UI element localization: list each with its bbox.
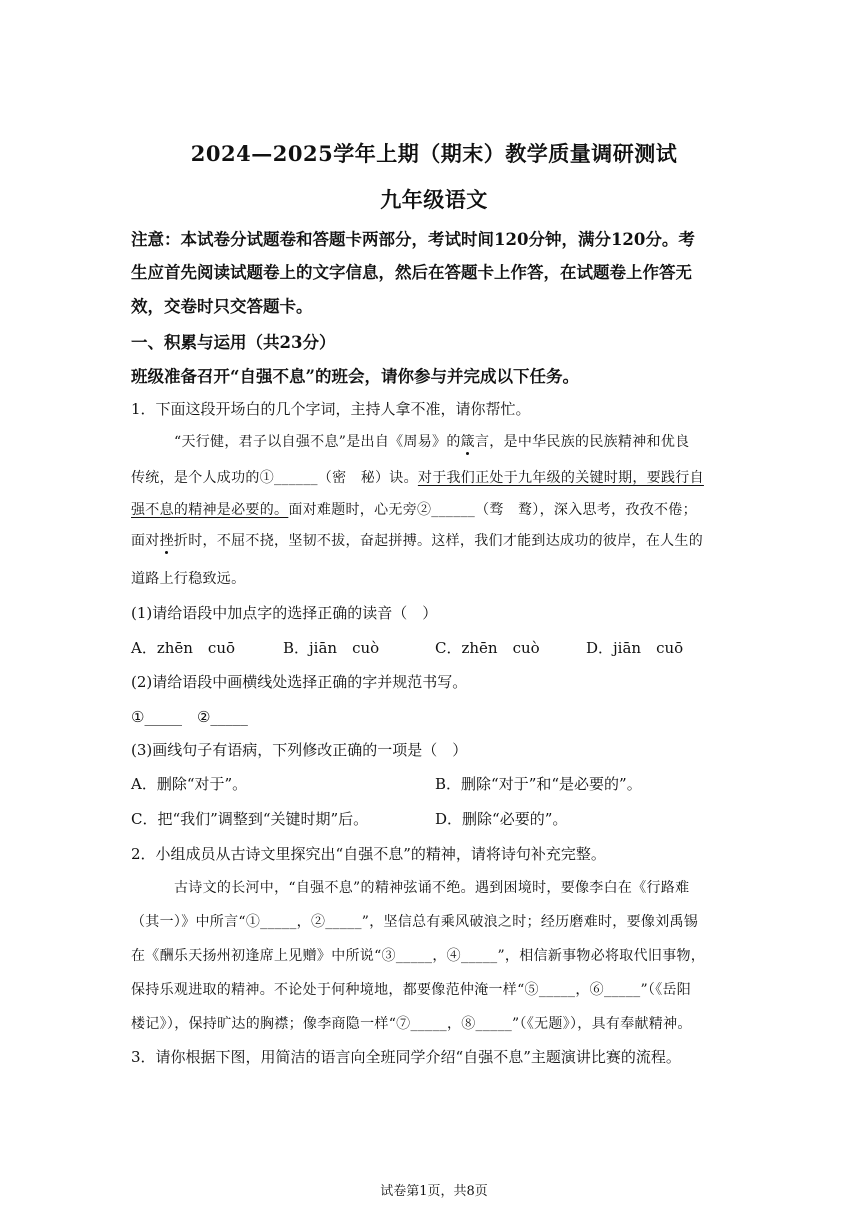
underlined-sentence-part-1: 对于我们正处于九年级的关键时期，要践行自: [417, 470, 704, 486]
passage-1-line-4: 面对挫折时，不屈不挠，坚韧不拔，奋起拼搏。这样，我们才能到达成功的彼岸，在人生的: [131, 533, 704, 549]
option-1c: C．zhēn cuò: [435, 639, 540, 657]
question-1-stem: 1．下面这段开场白的几个字词，主持人拿不准，请你帮忙。: [131, 400, 531, 418]
exam-title: 2024—2025学年上期（期末）教学质量调研测试: [190, 141, 678, 166]
passage-1-line-3: 强不息的精神是必要的。面对难题时，心无旁②______（骛 鹜），深入思考，孜孜不倦；: [131, 502, 697, 518]
option-3d: D．删除“必要的”。: [435, 810, 568, 828]
answer-blanks: ①_____ ②_____: [131, 708, 248, 726]
dotted-char-1: 箴: [460, 434, 475, 450]
sub-question-1: (1)请给语段中加点字的选择正确的读音（ ）: [131, 604, 438, 622]
page-footer: 试卷第1页，共8页: [380, 1184, 488, 1199]
notice-line-2: 生应首先阅读试题卷上的文字信息，然后在答题卡上作答，在试题卷上作答无: [131, 263, 692, 282]
question-3-stem: 3．请你根据下图，用简洁的语言向全班同学介绍“自强不息”主题演讲比赛的流程。: [131, 1048, 681, 1066]
passage-2-line-4: 保持乐观进取的精神。不论处于何种境地，都要像范仲淹一样“⑤_____，⑥_____”（《岳阳: [131, 982, 692, 998]
passage-1-line-1: “天行健，君子以自强不息”是出自《周易》的箴言，是中华民族的民族精神和优良: [174, 434, 690, 450]
passage-1-line-2: 传统，是个人成功的①______（密 秘）诀。对于我们正处于九年级的关键时期，要践行自: [131, 470, 704, 486]
passage-2-line-1: 古诗文的长河中，“自强不息”的精神弦诵不绝。遇到困境时，要像李白在《行路难: [174, 880, 690, 896]
underlined-sentence-part-2: 强不息的精神是必要的。: [131, 502, 289, 518]
sub-question-3: (3)画线句子有语病，下列修改正确的一项是（ ）: [131, 741, 468, 759]
passage-2-line-5: 楼记》），保持旷达的胸襟；像李商隐一样“⑦_____，⑧_____”（《无题》），具有奉献精神。: [131, 1016, 692, 1032]
sub-question-2: (2)请给语段中画横线处选择正确的字并规范书写。: [131, 673, 468, 691]
passage-2-line-2: （其一）》中所言“①_____，②_____”，坚信总有乘风破浪之时；经历磨难时，要像刘禹锡: [131, 914, 699, 930]
option-1b: B．jiān cuò: [283, 639, 380, 657]
question-2-stem: 2．小组成员从古诗文里探究出“自强不息”的精神，请将诗句补充完整。: [131, 845, 606, 863]
exam-subtitle: 九年级语文: [380, 187, 488, 212]
option-3c: C．把“我们”调整到“关键时期”后。: [131, 810, 369, 828]
section-heading: 一、积累与运用（共23分）: [131, 333, 336, 352]
notice-line-1: 注意：本试卷分试题卷和答题卡两部分，考试时间120分钟，满分120分。考: [131, 230, 695, 249]
section-intro: 班级准备召开“自强不息”的班会，请你参与并完成以下任务。: [131, 367, 579, 386]
dotted-char-2: 挫: [159, 533, 174, 549]
passage-1-line-5: 道路上行稳致远。: [131, 571, 246, 587]
option-1d: D．jiān cuō: [586, 639, 684, 657]
option-3a: A．删除“对于”。: [131, 775, 248, 793]
option-3b: B．删除“对于”和“是必要的”。: [435, 775, 642, 793]
passage-2-line-3: 在《酬乐天扬州初逢席上见赠》中所说“③_____，④_____”，相信新事物必将取代旧事物，: [131, 948, 706, 964]
notice-line-3: 效，交卷时只交答题卡。: [131, 297, 313, 316]
option-1a: A．zhēn cuō: [131, 639, 236, 657]
